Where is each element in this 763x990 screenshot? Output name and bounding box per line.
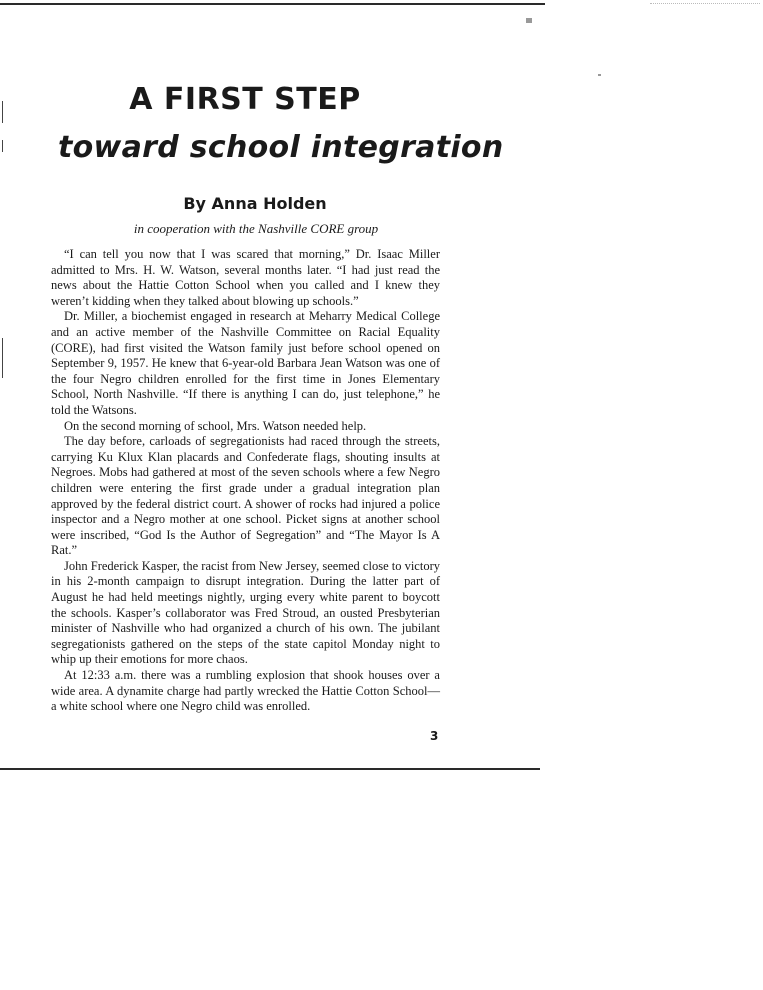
paragraph: “I can tell you now that I was scared that morning,” Dr. Isaac Miller admitted to Mrs. H. W. Watson, several months later. “I had just read the news about the Hattie Cotton School when you called and I knew they weren’t kidding when they talked about blowing up schools.” — [51, 247, 440, 308]
page-number: 3 — [430, 729, 439, 743]
scan-speck — [526, 18, 532, 23]
paragraph: On the second morning of school, Mrs. Watson needed help. — [64, 418, 367, 433]
scan-speck — [598, 74, 601, 76]
paragraph: Dr. Miller, a biochemist engaged in research at Meharry Medical College and an active member of the Nashville Committee on Racial Equality (CORE), had first visited the Watson family just before school opened on September 9, 1957. He knew that 6-year-old Barbara Jean Watson was one of the four Negro children enrolled for the first time in Jones Elementary School, North Nashville. “If there is anything I can do, just telephone,” he told the Watsons. — [51, 309, 440, 417]
margin-mark — [2, 338, 3, 378]
article-body — [51, 247, 440, 715]
paragraph: John Frederick Kasper, the racist from New Jersey, seemed close to victory in his 2-month campaign to disrupt integration. During the latter part of August he had held meetings nightly, urging every white parent to boycott the schools. Kasper’s collaborator was Fred Stroud, an ousted Presbyterian minister of Nashville who had organized a church of his own. The jubilant segregationists gathered on the steps of the state capitol Monday night to whip up their emotions for more chaos. — [51, 558, 440, 667]
paragraph: The day before, carloads of segregationists had raced through the streets, carrying Ku Klux Klan placards and Confederate flags, shouting insults at Negroes. Mobs had gathered at most of the seven schools where a few Negro children were entering the first grade under a gradual integration plan approved by the federal district court. A shower of rocks had injured a police inspector and a Negro mother at one school. Picket signs at another school were inscribed, “God Is the Author of Segregation” and “The Mayor Is A Rat.” — [51, 434, 440, 558]
article-subtitle: toward school integration — [58, 130, 504, 165]
affiliation: in cooperation with the Nashville CORE group — [133, 221, 379, 236]
paragraph: At 12:33 a.m. there was a rumbling explosion that shook houses over a wide area. A dynamite charge had partly wrecked the Hattie Cotton School—a white school where one Negro child was enrolled. — [51, 668, 440, 714]
article-title: A FIRST STEP — [129, 82, 361, 117]
bottom-rule — [0, 768, 540, 770]
top-rule-dotted — [650, 3, 760, 4]
byline: By Anna Holden — [183, 194, 327, 213]
top-rule — [0, 3, 545, 5]
margin-mark — [2, 140, 3, 152]
